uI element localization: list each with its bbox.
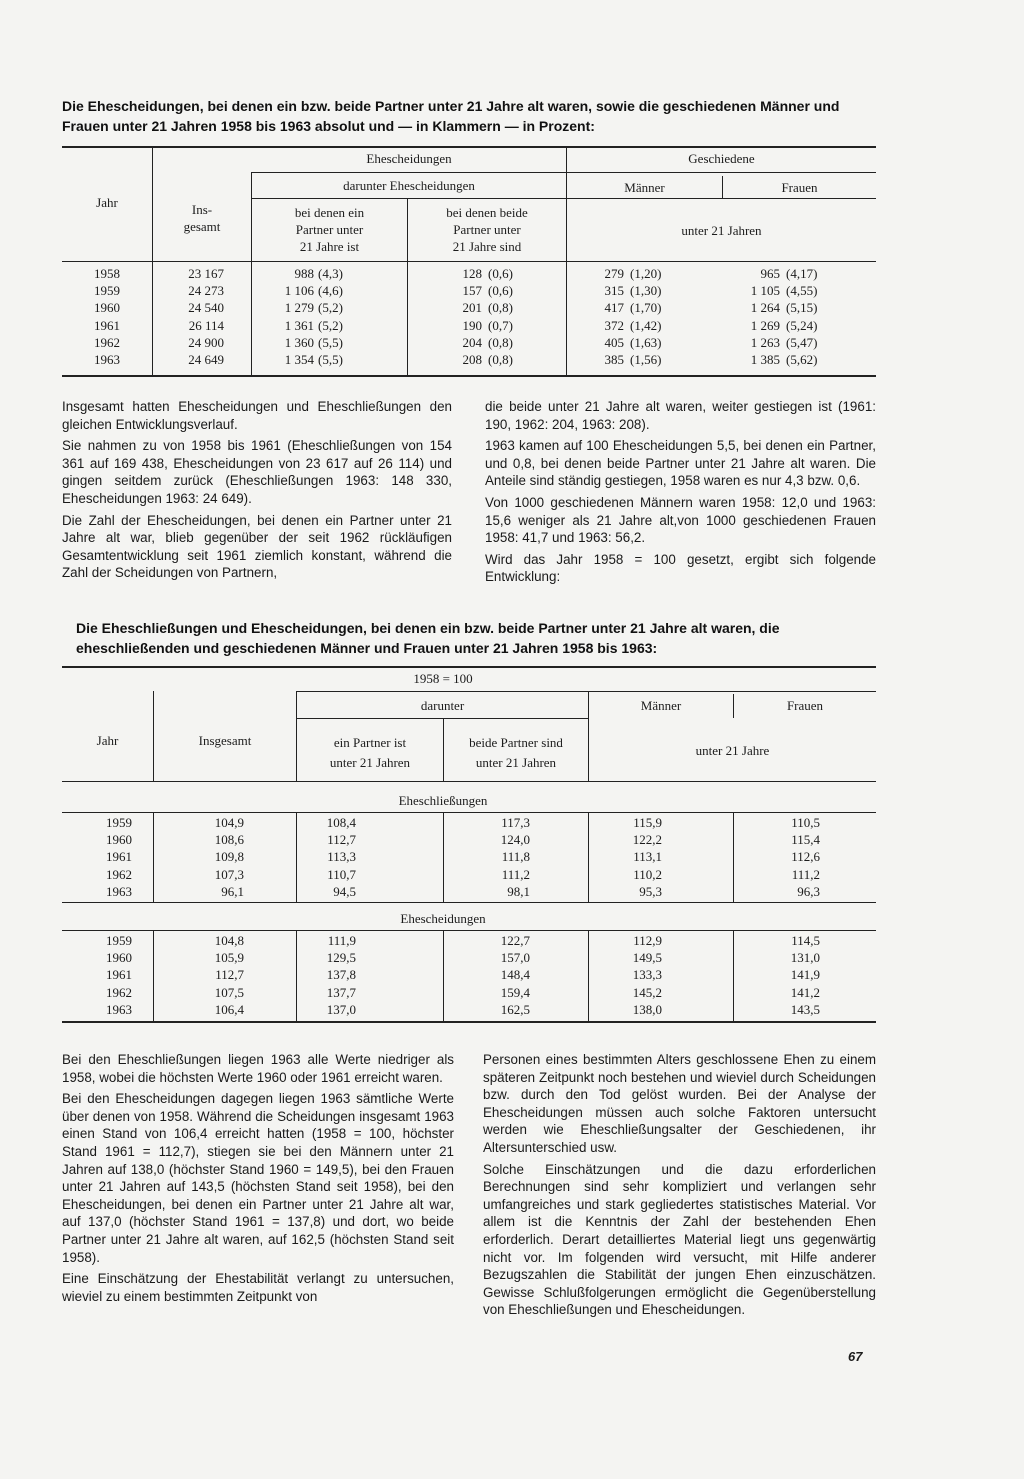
table2-cell-beide: 117,3 xyxy=(501,815,530,830)
table2-cell-beide: 111,8 xyxy=(501,849,530,865)
table2-section-eheschliessungen: Eheschließungen xyxy=(398,793,488,808)
table1-cell-insgesamt: 26 114 xyxy=(188,317,224,333)
table2-cell-ein: 111,9 xyxy=(327,933,356,948)
table2-cell-jahr: 1959 xyxy=(106,933,132,948)
table1-header-geschiedene: Geschiedene xyxy=(688,151,755,166)
table2-cell-f: 96,3 xyxy=(797,883,820,899)
table2-cell-jahr: 1960 xyxy=(106,950,132,966)
table1-cell-jahr: 1960 xyxy=(94,300,120,316)
table1-cell-m-pct: (1,63) xyxy=(630,334,662,350)
table1-cell-f: 1 269 xyxy=(750,317,780,333)
text1-right-column xyxy=(485,398,876,590)
table2-cell-f: 111,2 xyxy=(791,866,820,882)
table2-cell-ein: 110,7 xyxy=(327,866,356,882)
table1-cell-jahr: 1961 xyxy=(94,317,120,333)
table2-cell-jahr: 1962 xyxy=(106,866,132,882)
table1-cell-ein: 1 360 xyxy=(284,334,314,350)
table1-header-jahr: Jahr xyxy=(96,195,118,210)
table1-cell-m: 279 xyxy=(604,266,624,281)
table2-cell-beide: 98,1 xyxy=(507,883,530,899)
table2-cell-insgesamt: 109,8 xyxy=(214,849,244,865)
table1-header-frauen: Frauen xyxy=(781,180,818,195)
paragraph: Insgesamt hatten Ehescheidungen und Eheschließungen den gleichen Entwicklungsverlauf. xyxy=(62,399,452,432)
paragraph: Die Zahl der Ehescheidungen, bei denen ein Partner unter 21 Jahre alt war, blieb gegenüber der seit 1962 rückläufigen Gesamtentwicklung seit 1961 ziemlich konstant, während die Zahl der Scheidungen von Partnern, xyxy=(62,512,452,581)
table2-header-maenner: Männer xyxy=(640,698,682,713)
paragraph: Sie nahmen zu von 1958 bis 1961 (Eheschließungen von 154 361 auf 169 438, Ehescheidungen von 23 617 auf 26 114) und gingen seitdem zurück (Eheschließungen 1963: 148 330, Ehescheidungen 1963: 24 649). xyxy=(62,438,452,506)
table1-cell-f: 1 264 xyxy=(750,300,780,316)
table2-cell-ein: 137,7 xyxy=(326,984,356,1000)
table2-cell-ein: 108,4 xyxy=(326,815,356,830)
table2-cell-m: 110,2 xyxy=(633,866,662,882)
text2-right-column xyxy=(483,1051,876,1323)
table1-cell-jahr: 1959 xyxy=(94,283,120,299)
text1-left-column xyxy=(62,398,452,586)
table2-cell-beide: 157,0 xyxy=(500,950,530,966)
table2-cell-ein: 112,7 xyxy=(327,832,356,848)
table2-cell-ein: 137,0 xyxy=(326,1001,356,1017)
table1-header-beide-partner: bei denen beide Partner unter 21 Jahre sind xyxy=(446,205,528,254)
paragraph: die beide unter 21 Jahre alt waren, weiter gestiegen ist (1961: 190, 1962: 204, 1963: 208). xyxy=(485,399,876,432)
table2-caption: Die Eheschließungen und Ehescheidungen, bei denen ein bzw. beide Partner unter 21 Jahre alt waren, die eheschließenden und geschiedenen Männer und Frauen unter 21 Jahren 1958 bis 1963: xyxy=(76,620,780,656)
table2-cell-f: 141,2 xyxy=(790,984,820,1000)
table2-header-darunter: darunter xyxy=(420,698,465,713)
table1-cell-m: 315 xyxy=(604,283,624,299)
paragraph: Wird das Jahr 1958 = 100 gesetzt, ergibt sich folgende Entwicklung: xyxy=(485,551,876,585)
table1-cell-ein-pct: (5,5) xyxy=(318,352,343,367)
page-number: 67 xyxy=(848,1349,863,1364)
table2-header-frauen: Frauen xyxy=(786,698,824,713)
paragraph: Bei den Ehescheidungen dagegen liegen 1963 sämtliche Werte über denen von 1958. Während die Scheidungen insgesamt 1963 einen Stand von 106,4 erreicht hatten (1958 = 100, höchster Stand 1961 = 112,7), stiegen sie bei den Männern unter 21 Jahren auf 138,0 (höchster Stand 1960 = 149,5), bei den Frauen unter 21 Jahren auf 143,5 (höchsten Stand seit 1958), bei den Ehescheidungen, bei denen ein Partner unter 21 Jahre alt war, auf 137,0 (höchster Stand 1961 = 137,8) und dort, wo beide Partner unter 21 Jahre alt waren, auf 162,5 (höchsten Stand seit 1958). xyxy=(62,1091,454,1265)
text2-left-column xyxy=(62,1051,454,1309)
table2-cell-insgesamt: 107,3 xyxy=(214,866,244,882)
table1-cell-jahr: 1958 xyxy=(94,266,120,281)
table1-cell-beide-pct: (0,6) xyxy=(488,266,513,281)
table2-cell-ein: 113,3 xyxy=(327,849,356,865)
table2-cell-insgesamt: 108,6 xyxy=(214,832,244,848)
table1-cell-m: 385 xyxy=(604,352,624,367)
table2-cell-insgesamt: 105,9 xyxy=(214,950,244,966)
table2-cell-m: 138,0 xyxy=(632,1001,662,1017)
table1-cell-beide: 128 xyxy=(462,266,482,281)
table2-cell-m: 145,2 xyxy=(632,984,662,1000)
table2-cell-jahr: 1963 xyxy=(106,883,132,899)
table2-cell-f: 141,9 xyxy=(790,967,820,983)
table1-cell-ein-pct: (5,2) xyxy=(318,317,343,333)
table2-cell-insgesamt: 104,8 xyxy=(214,933,244,948)
table2-cell-jahr: 1961 xyxy=(106,967,132,983)
table1-cell-f-pct: (5,47) xyxy=(786,334,818,350)
table1-cell-insgesamt: 24 540 xyxy=(188,300,224,316)
table1-header-ein-partner: bei denen ein Partner unter 21 Jahre ist xyxy=(294,205,365,254)
table2-cell-beide: 111,2 xyxy=(501,866,530,882)
table1-cell-f-pct: (5,62) xyxy=(786,352,818,367)
table1-cell-insgesamt: 24 900 xyxy=(188,334,224,350)
paragraph: Von 1000 geschiedenen Männern waren 1958: 12,0 und 1963: 15,6 weniger als 21 Jahre alt,von 1000 geschiedenen Frauen 1958: 41,7 und 1963: 56,2. xyxy=(485,494,876,546)
table1-cell-beide: 204 xyxy=(462,334,482,350)
table1-cell-f: 1 263 xyxy=(750,334,780,350)
table2-cell-jahr: 1963 xyxy=(106,1001,132,1017)
table1-cell-beide-pct: (0,7) xyxy=(488,317,513,333)
table1-cell-jahr: 1962 xyxy=(94,334,120,350)
table2-cell-f: 115,4 xyxy=(791,832,820,848)
table2-header-unter21: unter 21 Jahre xyxy=(695,743,770,758)
table2-cell-m: 112,9 xyxy=(633,933,662,948)
paragraph: Bei den Eheschließungen liegen 1963 alle Werte niedriger als 1958, wobei die höchsten Werte 1960 oder 1961 erreicht waren. xyxy=(62,1052,454,1085)
table1-cell-beide: 208 xyxy=(462,352,482,367)
table2-header-beide-partner: beide Partner sind unter 21 Jahren xyxy=(469,735,563,770)
table1-cell-f-pct: (5,24) xyxy=(786,317,818,333)
table2-cell-jahr: 1961 xyxy=(106,849,132,865)
table1-cell-beide: 190 xyxy=(462,317,482,333)
table2-cell-insgesamt: 96,1 xyxy=(221,883,244,899)
table2-cell-f: 131,0 xyxy=(790,950,820,966)
table2-cell-m: 133,3 xyxy=(632,967,662,983)
table1-cell-m-pct: (1,30) xyxy=(630,283,662,299)
table1-cell-f: 1 385 xyxy=(750,352,780,367)
table2-cell-beide: 159,4 xyxy=(500,984,530,1000)
table1-cell-m-pct: (1,70) xyxy=(630,300,662,316)
table1-cell-ein: 1 106 xyxy=(284,283,314,299)
table1-cell-insgesamt: 23 167 xyxy=(188,266,224,281)
table2-cell-f: 114,5 xyxy=(791,933,820,948)
table1-cell-ein-pct: (4,6) xyxy=(318,283,343,299)
table1-cell-beide: 201 xyxy=(462,300,482,316)
table1-cell-f: 1 105 xyxy=(750,283,780,299)
table1-cell-beide-pct: (0,8) xyxy=(488,334,513,350)
paragraph: Personen eines bestimmten Alters geschlossene Ehen zu einem späteren Zeitpunkt noch bestehen und wieviel durch Scheidungen bzw. durch den Tod gelöst wurden. Bei der Analyse der Ehescheidungen müssen auch solche Faktoren untersucht werden wie Eheschließungsalter der Geschiedenen, ihr Altersunterschied usw. xyxy=(483,1052,876,1155)
table2-cell-beide: 122,7 xyxy=(500,933,530,948)
table1-cell-m-pct: (1,20) xyxy=(630,266,662,281)
table1-cell-m-pct: (1,42) xyxy=(630,317,662,333)
table1-cell-beide-pct: (0,8) xyxy=(488,300,513,316)
table2-cell-f: 143,5 xyxy=(790,1001,820,1017)
table2-cell-insgesamt: 104,9 xyxy=(214,815,244,830)
table1-header-unter21: unter 21 Jahren xyxy=(681,223,762,238)
table1-cell-f-pct: (4,17) xyxy=(786,266,818,281)
table1-cell-ein: 1 361 xyxy=(284,317,314,333)
table1-cell-f-pct: (4,55) xyxy=(786,283,818,299)
table1-cell-m-pct: (1,56) xyxy=(630,352,662,367)
table2-cell-m: 115,9 xyxy=(633,815,662,830)
paragraph: Eine Einschätzung der Ehestabilität verlangt zu untersuchen, wieviel zu einem bestimmten Zeitpunkt von xyxy=(62,1271,454,1304)
table1-cell-beide-pct: (0,8) xyxy=(488,352,513,367)
table2-cell-jahr: 1959 xyxy=(106,815,132,830)
table2-cell-ein: 129,5 xyxy=(326,950,356,966)
table2-cell-m: 95,3 xyxy=(639,883,662,899)
table1-cell-ein: 1 279 xyxy=(284,300,314,316)
table2-header-ein-partner: ein Partner ist unter 21 Jahren xyxy=(329,735,411,770)
table1-cell-f: 965 xyxy=(760,266,780,281)
table2-cell-f: 112,6 xyxy=(791,849,820,865)
table2-cell-insgesamt: 107,5 xyxy=(214,984,244,1000)
table2-cell-ein: 94,5 xyxy=(333,883,356,899)
table2-cell-jahr: 1962 xyxy=(106,984,132,1000)
table2-header-base: 1958 = 100 xyxy=(413,671,473,686)
table2-cell-f: 110,5 xyxy=(791,815,820,830)
table2-cell-ein: 137,8 xyxy=(326,967,356,983)
table2-cell-m: 113,1 xyxy=(633,849,662,865)
table2-cell-beide: 124,0 xyxy=(500,832,530,848)
table1-cell-ein: 988 xyxy=(294,266,314,281)
table1-header-insgesamt: Ins- gesamt xyxy=(183,202,221,234)
table1-cell-ein: 1 354 xyxy=(284,352,314,367)
table2-section-ehescheidungen: Ehescheidungen xyxy=(400,911,486,926)
table1-caption: Die Ehescheidungen, bei denen ein bzw. beide Partner unter 21 Jahre alt waren, sowie die geschiedenen Männer und Frauen unter 21 Jahren 1958 bis 1963 absolut und — in Klammern — in Prozent: xyxy=(62,98,840,134)
table2-cell-beide: 148,4 xyxy=(500,967,530,983)
table1-cell-ein-pct: (5,5) xyxy=(318,334,343,350)
table1-cell-ein-pct: (5,2) xyxy=(318,300,343,316)
table1-cell-insgesamt: 24 273 xyxy=(188,283,224,299)
table1-header-ehescheidungen: Ehescheidungen xyxy=(366,151,452,166)
table1-cell-m: 372 xyxy=(604,317,624,333)
table1-header-darunter: darunter Ehescheidungen xyxy=(343,178,475,193)
paragraph: 1963 kamen auf 100 Ehescheidungen 5,5, bei denen ein Partner, und 0,8, bei denen beide Partner unter 21 Jahre alt waren. Die Anteile sind ständig gestiegen, 1958 waren es nur 4,3 bzw. 0,6. xyxy=(485,438,876,489)
table2-cell-jahr: 1960 xyxy=(106,832,132,848)
table1-cell-m: 417 xyxy=(604,300,624,316)
table1-cell-m: 405 xyxy=(604,334,624,350)
table2-cell-insgesamt: 106,4 xyxy=(214,1001,244,1017)
table1-cell-ein-pct: (4,3) xyxy=(318,266,343,281)
table2-cell-insgesamt: 112,7 xyxy=(215,967,244,983)
table1-cell-beide: 157 xyxy=(462,283,482,299)
table2-header-insgesamt: Insgesamt xyxy=(198,733,252,748)
table2-cell-m: 122,2 xyxy=(632,832,662,848)
table1-header-maenner: Männer xyxy=(624,180,665,195)
table2-cell-m: 149,5 xyxy=(632,950,662,966)
table1-cell-beide-pct: (0,6) xyxy=(488,283,513,299)
table1-cell-insgesamt: 24 649 xyxy=(188,352,224,367)
paragraph: Solche Einschätzungen und die dazu erforderlichen Berechnungen sind sehr kompliziert und verlangen sehr umfangreiches und stark gegliedertes statistisches Material. Vor allem ist die Kenntnis der Zahl der bestehenden Ehen erforderlich. Derart detailliertes Material liegt uns gegenwärtig nicht vor. Im folgenden wird versucht, mit Hilfe anderer Bezugszahlen die Stabilität der jungen Ehen einzuschätzen. Gewisse Schlußfolgerungen ermöglicht die Gegenüberstellung von Eheschließungen und Ehescheidungen. xyxy=(483,1161,876,1318)
table2-cell-beide: 162,5 xyxy=(500,1001,530,1017)
table1-cell-jahr: 1963 xyxy=(94,352,120,367)
table1-cell-f-pct: (5,15) xyxy=(786,300,818,316)
table2-header-jahr: Jahr xyxy=(96,733,119,748)
